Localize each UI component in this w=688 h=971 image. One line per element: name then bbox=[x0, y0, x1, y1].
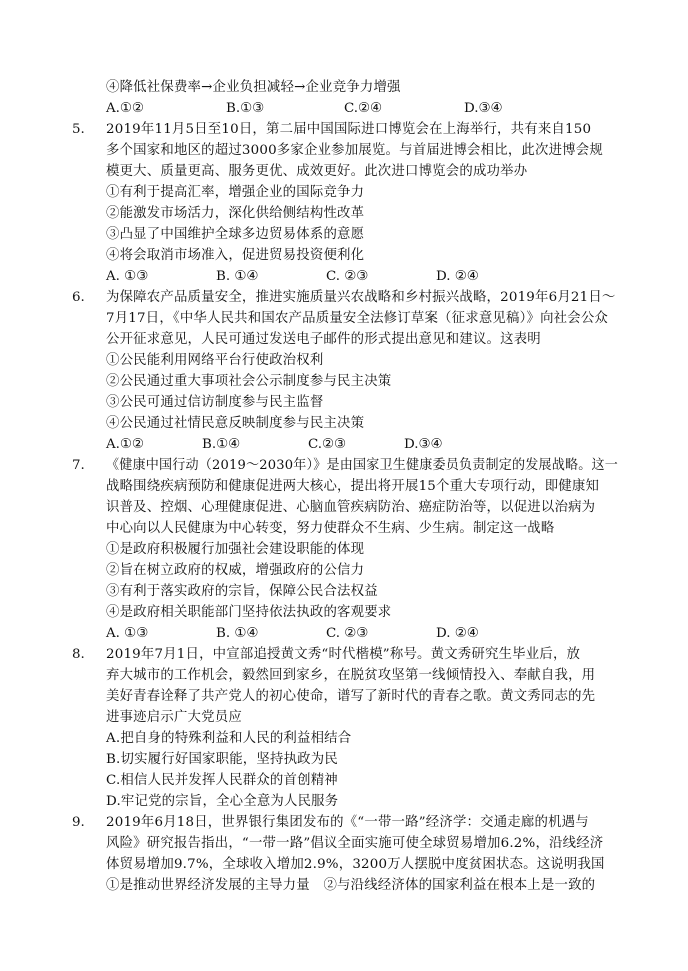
q8-number: 8. bbox=[72, 647, 85, 662]
q5-choice-b[interactable]: B. ①④ bbox=[216, 269, 259, 284]
q7-item-3: ③有利于落实政府的宗旨，保障公民合法权益 bbox=[106, 584, 378, 599]
q6-item-1: ①公民能利用网络平台行使政治权利 bbox=[106, 353, 324, 368]
q5-stem-line-3: 模更大、质量更高、服务更优、成效更好。此次进口博览会的成功举办 bbox=[106, 164, 528, 179]
q7-choices bbox=[106, 623, 479, 644]
q7-choice-d[interactable]: D. ②④ bbox=[436, 626, 479, 641]
q7-number: 7. bbox=[72, 458, 85, 473]
q5-choices bbox=[106, 266, 479, 287]
q6-item-3: ③公民可通过信访制度参与民主监督 bbox=[106, 395, 324, 410]
q7-item-2: ②旨在树立政府的权威，增强政府的公信力 bbox=[106, 563, 365, 578]
q5-choice-a[interactable]: A. ①③ bbox=[106, 269, 149, 284]
q7-choice-c[interactable]: C. ②③ bbox=[326, 626, 369, 641]
q8-stem-line-1: 2019年7月1日，中宣部追授黄文秀“时代楷模”称号。黄文秀研究生毕业后，放 bbox=[106, 647, 581, 662]
q5-item-2: ②能激发市场活力，深化供给侧结构性改革 bbox=[106, 206, 365, 221]
q5-number: 5. bbox=[72, 122, 85, 137]
q9-items-line-1: ①是推动世界经济发展的主导力量 ②与沿线经济体的国家利益在根本上是一致的 bbox=[106, 878, 596, 893]
q5-stem-line-1: 2019年11月5日至10日，第二届中国国际进口博览会在上海举行，共有来自150 bbox=[106, 122, 592, 137]
q6-choices bbox=[106, 434, 443, 455]
q6-stem-line-3: 公开征求意见，人民可通过发送电子邮件的形式提出意见和建议。这表明 bbox=[106, 332, 541, 347]
q6-choice-d[interactable]: D.③④ bbox=[404, 437, 443, 452]
q6-choice-c[interactable]: C.②③ bbox=[308, 437, 347, 452]
q7-item-1: ①是政府积极履行加强社会建设职能的体现 bbox=[106, 542, 365, 557]
q7-stem-line-3: 识普及、控烟、心理健康促进、心脑血管疾病防治、癌症防治等，以促进以治病为 bbox=[106, 500, 596, 515]
q7-stem-line-2: 战略围绕疾病预防和健康促进两大核心，提出将开展15个重大专项行动，即健康知 bbox=[106, 479, 600, 494]
q8-stem-line-4: 进事迹启示广大党员应 bbox=[106, 710, 242, 725]
q4-item-4: ④降低社保费率→企业负担减轻→企业竞争力增强 bbox=[106, 80, 401, 95]
q4-choice-b[interactable]: B.①③ bbox=[226, 101, 265, 116]
q5-item-3: ③凸显了中国维护全球多边贸易体系的意愿 bbox=[106, 227, 365, 242]
q4-choice-d[interactable]: D.③④ bbox=[464, 101, 503, 116]
q4-choices bbox=[106, 98, 503, 119]
q4-choice-a[interactable]: A.①② bbox=[106, 101, 144, 116]
q6-stem-line-2: 7月17日，《中华人民共和国农产品质量安全法修订草案（征求意见稿）》向社会公众 bbox=[106, 311, 609, 326]
q6-item-2: ②公民通过重大事项社会公示制度参与民主决策 bbox=[106, 374, 392, 389]
q9-stem-line-2: 风险》研究报告指出，“一带一路”倡议全面实施可使全球贸易增加6.2%，沿线经济 bbox=[106, 836, 604, 851]
q7-stem-line-4: 中心向以人民健康为中心转变，努力使群众不生病、少生病。制定这一战略 bbox=[106, 521, 555, 536]
q8-option-c[interactable]: C.相信人民并发挥人民群众的首创精神 bbox=[106, 773, 338, 788]
q6-stem-line-1: 为保障农产品质量安全，推进实施质量兴农战略和乡村振兴战略，2019年6月21日～ bbox=[106, 290, 616, 305]
q8-option-a[interactable]: A.把自身的特殊利益和人民的利益相结合 bbox=[106, 731, 352, 746]
q9-number: 9. bbox=[72, 815, 85, 830]
q4-choice-c[interactable]: C.②④ bbox=[344, 101, 383, 116]
q5-choice-d[interactable]: D. ②④ bbox=[436, 269, 479, 284]
q8-stem-line-2: 弃大城市的工作机会，毅然回到家乡，在脱贫攻坚第一线倾情投入、奉献自我，用 bbox=[106, 668, 596, 683]
q9-stem-line-1: 2019年6月18日，世界银行集团发布的《“一带一路”经济学：交通走廊的机遇与 bbox=[106, 815, 589, 830]
q5-item-1: ①有利于提高汇率，增强企业的国际竞争力 bbox=[106, 185, 365, 200]
q6-choice-a[interactable]: A.①② bbox=[106, 437, 144, 452]
q5-stem-line-2: 多个国家和地区的超过3000多家企业参加展览。与首届进博会相比，此次进博会规 bbox=[106, 143, 603, 158]
q7-choice-a[interactable]: A. ①③ bbox=[106, 626, 149, 641]
q6-choice-b[interactable]: B.①④ bbox=[202, 437, 241, 452]
q7-choice-b[interactable]: B. ①④ bbox=[216, 626, 259, 641]
q8-option-b[interactable]: B.切实履行好国家职能，坚持执政为民 bbox=[106, 752, 338, 767]
q6-item-4: ④公民通过社情民意反映制度参与民主决策 bbox=[106, 416, 365, 431]
q8-option-d[interactable]: D.牢记党的宗旨，全心全意为人民服务 bbox=[106, 794, 339, 809]
q6-number: 6. bbox=[72, 290, 85, 305]
q8-stem-line-3: 美好青春诠释了共产党人的初心使命，谱写了新时代的青春之歌。黄文秀同志的先 bbox=[106, 689, 596, 704]
q7-item-4: ④是政府相关职能部门坚持依法执政的客观要求 bbox=[106, 605, 392, 620]
q9-stem-line-3: 体贸易增加9.7%，全球收入增加2.9%，3200万人摆脱中度贫困状态。这说明我国 bbox=[106, 857, 605, 872]
q5-choice-c[interactable]: C. ②③ bbox=[326, 269, 369, 284]
q5-item-4: ④将会取消市场准入，促进贸易投资便利化 bbox=[106, 248, 365, 263]
q7-stem-line-1: 《健康中国行动（2019～2030年）》是由国家卫生健康委员负责制定的发展战略。这一 bbox=[106, 458, 619, 473]
